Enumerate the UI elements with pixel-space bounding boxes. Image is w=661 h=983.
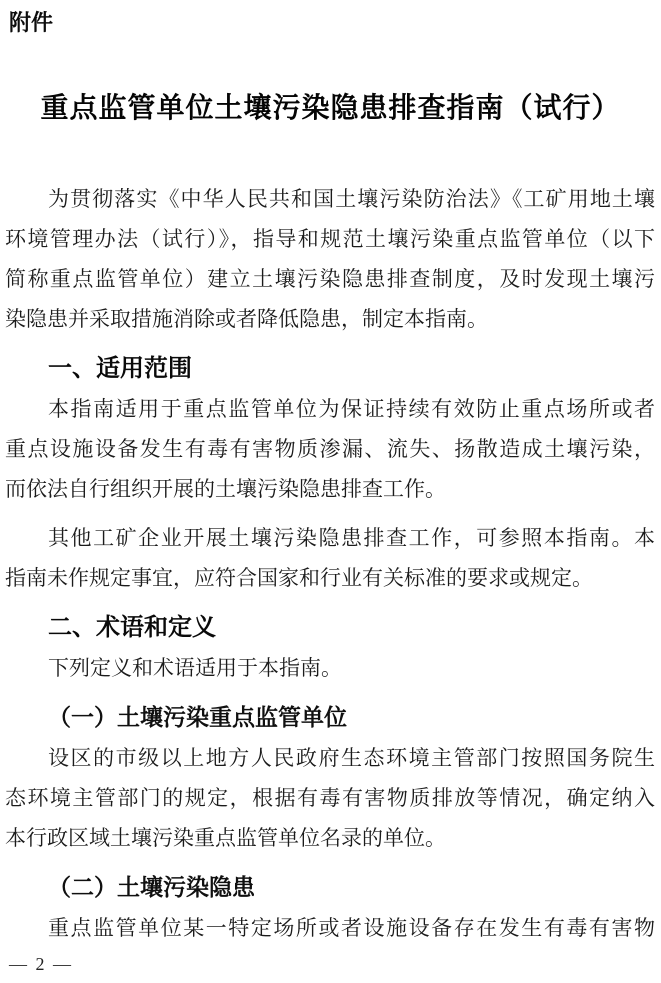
document-body <box>0 179 661 948</box>
paragraph <box>5 908 655 948</box>
paragraph <box>5 389 655 509</box>
paragraph <box>5 179 655 339</box>
paragraph-line: 本指南适用于重点监管单位为保证持续有效防止重点场所或者 <box>48 397 655 421</box>
paragraph-line: 重点监管单位某一特定场所或者设施设备存在发生有毒有害物 <box>48 916 655 940</box>
subsection-heading: （一）土壤污染重点监管单位 <box>48 705 347 730</box>
paragraph <box>5 648 655 688</box>
paragraph <box>5 738 655 858</box>
paragraph-line: 重点设施设备发生有毒有害物质渗漏、流失、扬散造成土壤污染， <box>5 437 655 461</box>
paragraph-line: 态环境主管部门的规定，根据有毒有害物质排放等情况，确定纳入 <box>5 786 655 810</box>
attachment-label: 附件 <box>9 10 54 35</box>
paragraph-line: 本行政区域土壤污染重点监管单位名录的单位。 <box>5 826 446 850</box>
document-title: 重点监管单位土壤污染隐患排查指南（试行） <box>40 92 621 123</box>
paragraph-line: 简称重点监管单位）建立土壤污染隐患排查制度，及时发现土壤污 <box>5 267 655 291</box>
paragraph-line: 指南未作规定事宜，应符合国家和行业有关标准的要求或规定。 <box>5 566 593 590</box>
section-heading: 二、术语和定义 <box>48 614 216 641</box>
paragraph-line: 而依法自行组织开展的土壤污染隐患排查工作。 <box>5 477 446 501</box>
paragraph-line: 环境管理办法（试行）》，指导和规范土壤污染重点监管单位（以下 <box>5 227 655 251</box>
paragraph-line: 染隐患并采取措施消除或者降低隐患，制定本指南。 <box>5 307 488 331</box>
subsection-heading: （二）土壤污染隐患 <box>48 875 255 900</box>
paragraph-line: 为贯彻落实《中华人民共和国土壤污染防治法》《工矿用地土壤 <box>48 187 655 211</box>
paragraph-line: 其他工矿企业开展土壤污染隐患排查工作，可参照本指南。本 <box>48 526 655 550</box>
paragraph <box>5 518 655 598</box>
paragraph-line: 下列定义和术语适用于本指南。 <box>48 656 342 680</box>
section-heading: 一、适用范围 <box>48 355 192 382</box>
page-number: — 2 — <box>9 954 73 974</box>
paragraph-line: 设区的市级以上地方人民政府生态环境主管部门按照国务院生 <box>48 746 655 770</box>
